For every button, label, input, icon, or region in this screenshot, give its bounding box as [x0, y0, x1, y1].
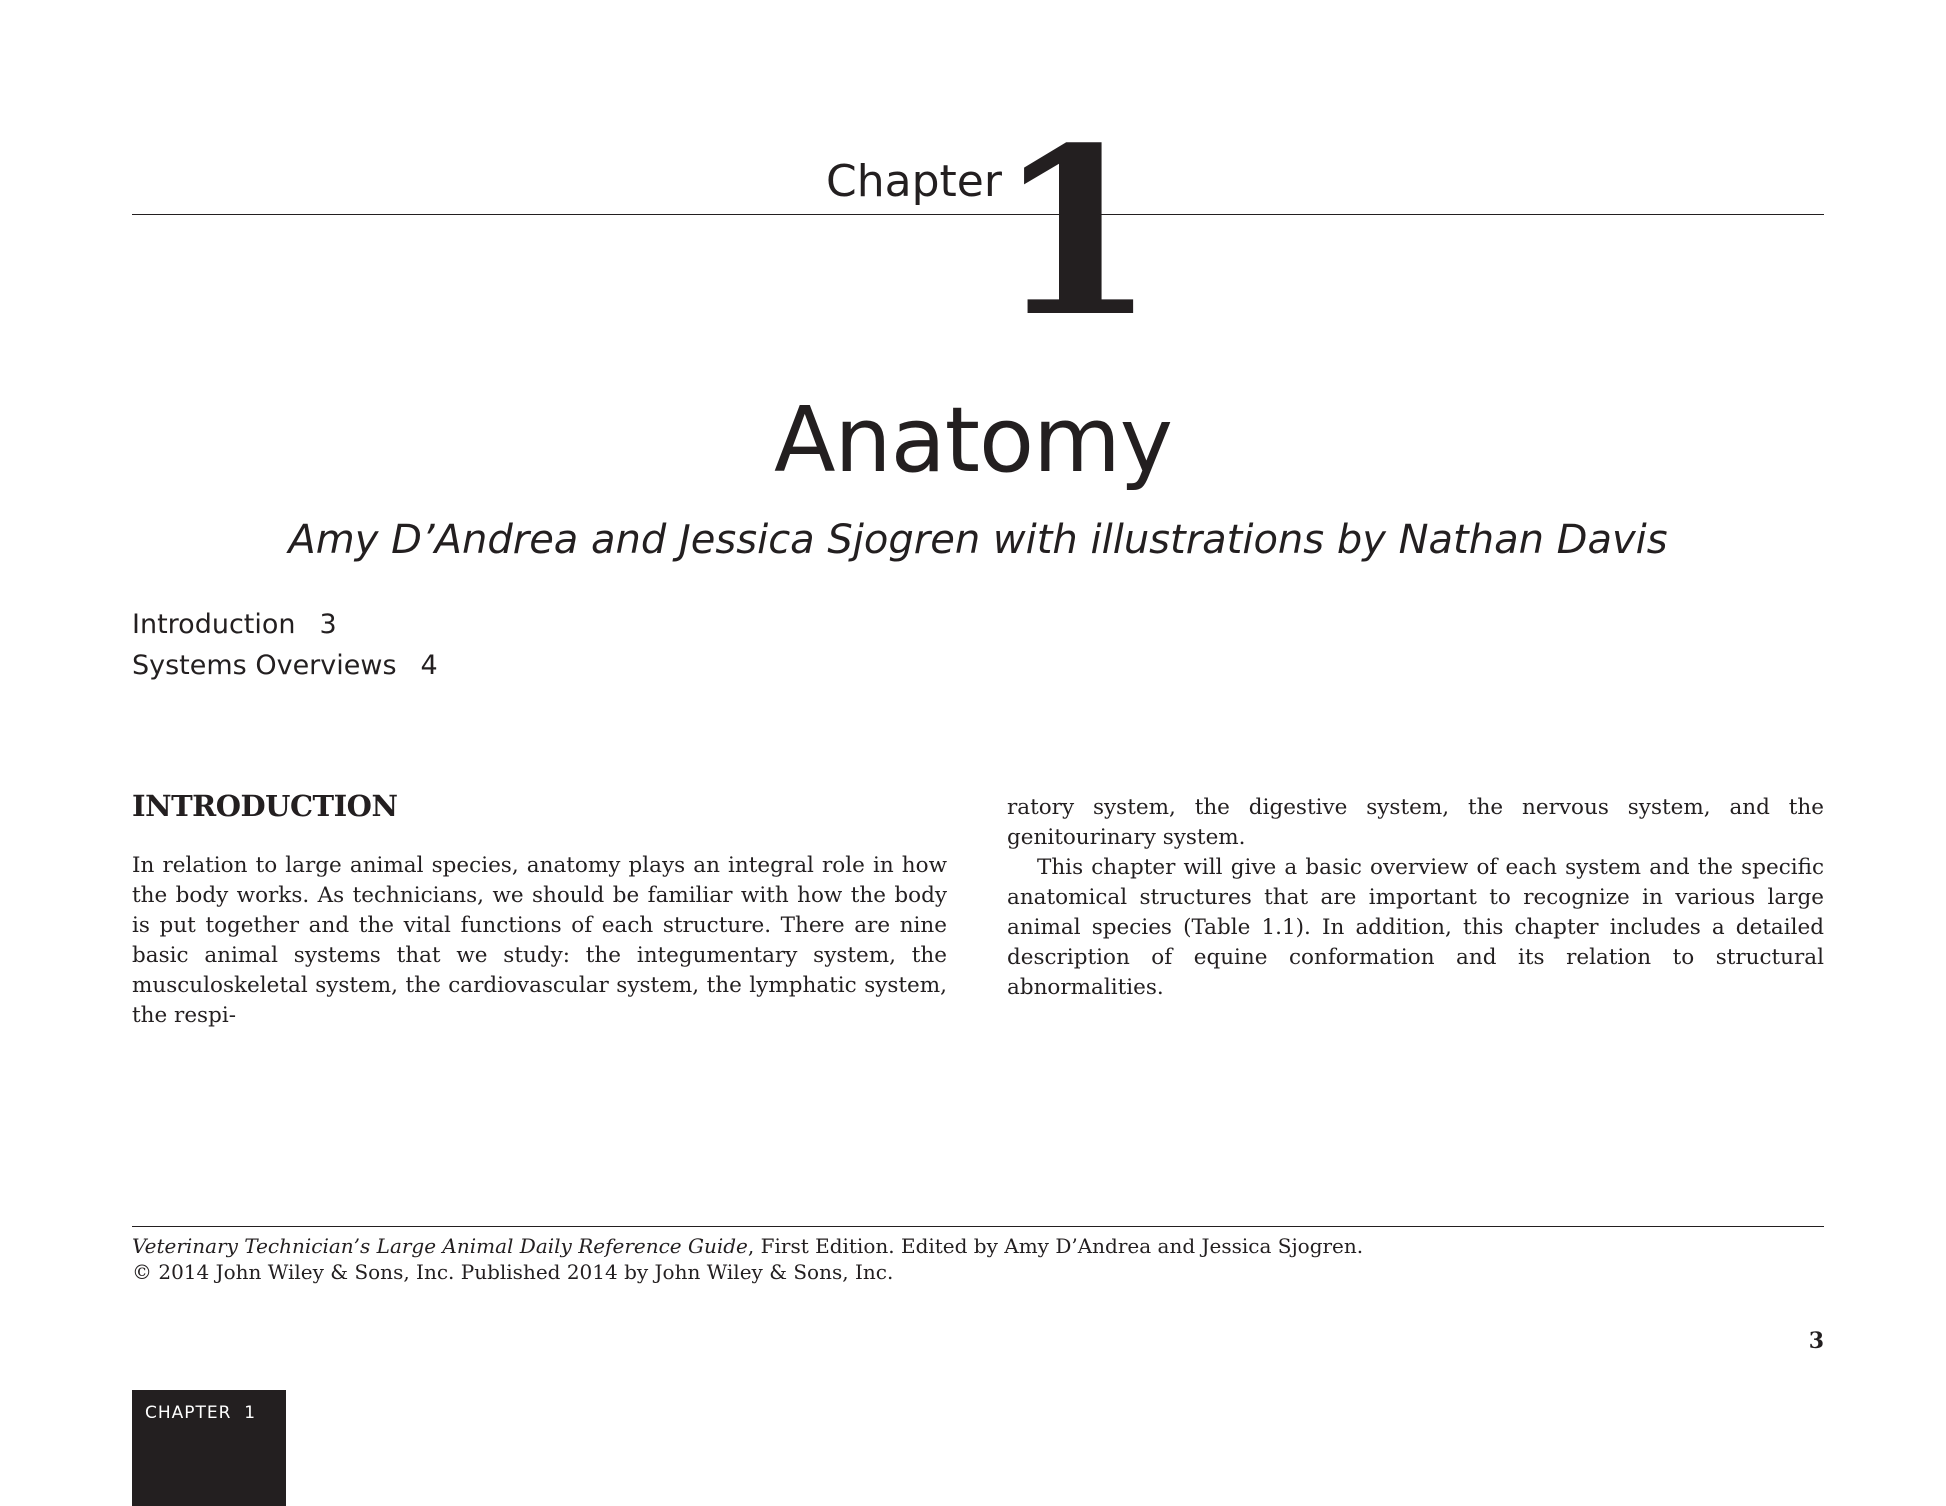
- footnote-edition: , First Edition. Edited by Amy D’Andrea and Jessica Sjogren.: [747, 1234, 1364, 1258]
- body-column-right: [1007, 793, 1824, 1003]
- chapter-authors: Amy D’Andrea and Jessica Sjogren with illustrations by Nathan Davis: [288, 517, 1668, 563]
- toc-item[interactable]: [132, 645, 438, 686]
- footnote-copyright: © 2014 John Wiley & Sons, Inc. Published 2014 by John Wiley & Sons, Inc.: [132, 1260, 894, 1284]
- section-heading: INTRODUCTION: [132, 789, 398, 823]
- footnote: [132, 1233, 1824, 1285]
- chapter-number: 1: [996, 98, 1153, 368]
- chapter-contents: [132, 604, 438, 686]
- body-paragraph: This chapter will give a basic overview of each system and the specific anatomical structures that are important to recognize in various large animal species (Table 1.1). In addition, this chapter includes a detailed description of equine conformation and its relation to structural abnormalities.: [1007, 855, 1824, 1000]
- chapter-title: Anatomy: [773, 388, 1173, 493]
- body-paragraph-continuation: ratory system, the digestive system, the nervous system, and the genitourinary system.: [1007, 795, 1824, 850]
- footnote-book-title: Veterinary Technician’s Large Animal Daily Reference Guide: [132, 1234, 748, 1258]
- toc-item-label: Introduction: [132, 609, 296, 640]
- toc-item-label: Systems Overviews: [132, 650, 397, 681]
- watermark: [0, 268, 1, 330]
- toc-item-page: 3: [319, 609, 337, 640]
- toc-item-page: 4: [420, 650, 438, 681]
- body-paragraph: In relation to large animal species, anatomy plays an integral role in how the body works. As technicians, we should be familiar with how the body is put together and the vital functions of each structure. There are nine basic animal systems that we study: the integumentary system, the musculoskeletal system, the cardiovascular system, the lymphatic system, the respi-: [132, 853, 947, 1028]
- toc-item[interactable]: [132, 604, 438, 645]
- footnote-rule: [132, 1226, 1824, 1227]
- chapter-word: Chapter: [820, 160, 1012, 204]
- page-number: 3: [1808, 1328, 1824, 1354]
- chapter-rule: [132, 214, 1824, 215]
- chapter-tab-label: CHAPTER 1: [145, 1403, 257, 1423]
- body-column-left: [132, 851, 947, 1031]
- footnote-citation: [132, 1233, 1824, 1259]
